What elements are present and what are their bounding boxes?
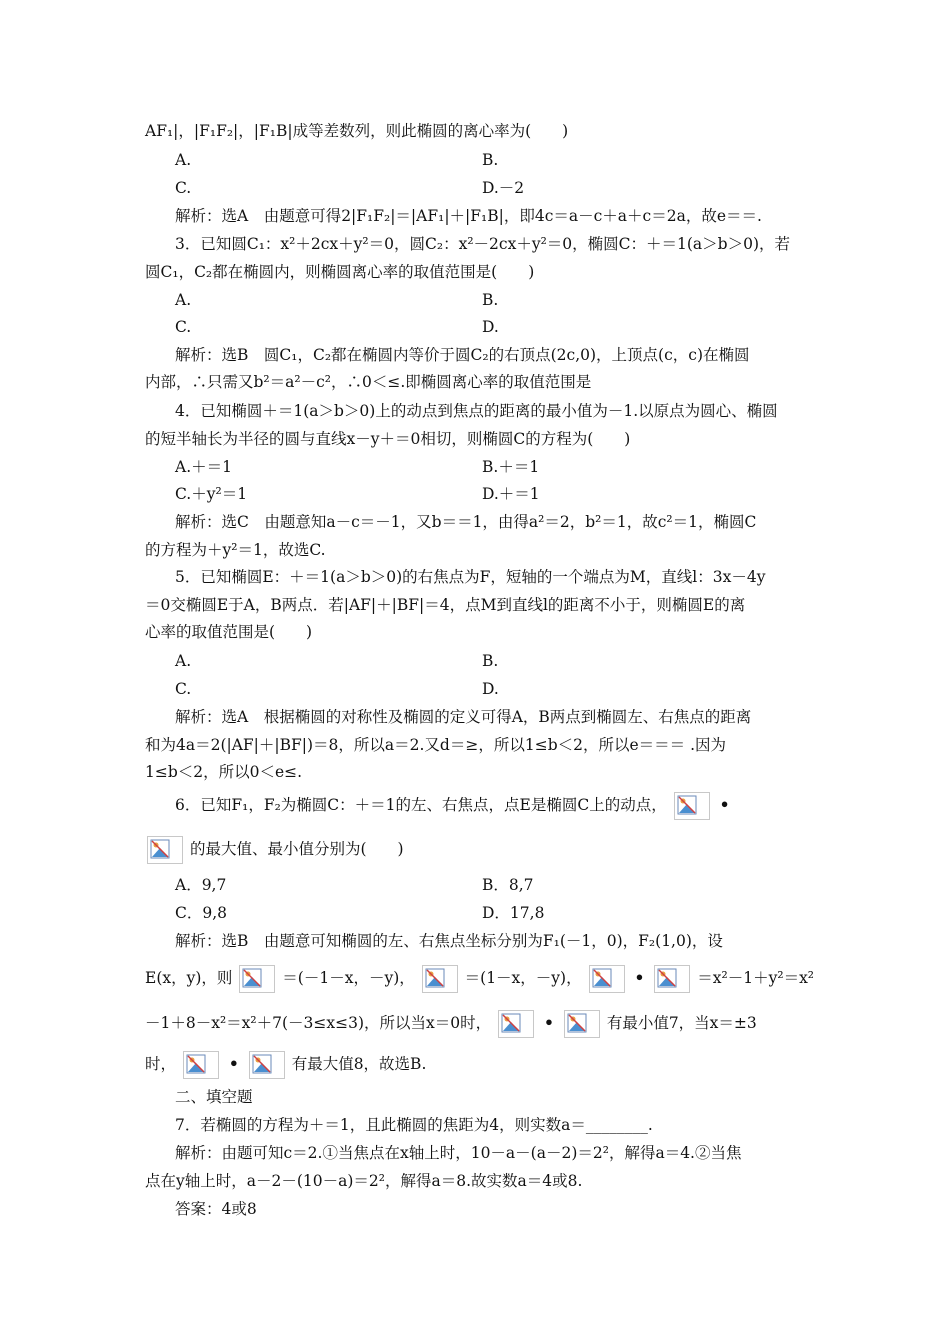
option-c: C. [175,318,192,336]
question-5: 5．已知椭圆E：＋＝1(a＞b＞0)的右焦点为F，短轴的一个端点为M，直线l：3x－4y [175,568,766,586]
broken-image-icon [147,836,183,864]
text-line: 圆C₁，C₂都在椭圆内，则椭圆离心率的取值范围是( ) [145,263,535,281]
option-b: B. [482,151,499,169]
broken-image-icon [422,965,458,993]
text-run: E(x，y)，则 [145,969,233,987]
broken-image-icon [239,965,275,993]
option-c: C.＋y²＝1 [175,485,248,503]
option-d: D. [482,680,499,698]
solution-line: 解析：选B 圆C₁，C₂都在椭圆内等价于圆C₂的右顶点(2c,0)，上顶点(c，c)在椭圆 [175,346,750,364]
broken-image-icon [183,1051,219,1079]
option-a: A. [175,652,192,670]
dot-operator: • [544,1013,554,1032]
option-c: C. [175,680,192,698]
answer-line: 答案：4或8 [175,1200,257,1218]
option-a: A. [175,151,192,169]
option-d: D.－2 [482,179,525,197]
text-line: AF₁|，|F₁F₂|，|F₁B|成等差数列，则此椭圆的离心率为( ) [145,122,569,140]
option-b: B．8,7 [482,876,534,894]
text-run: 时， [145,1055,177,1073]
text-line: 点在y轴上时，a－2－(10－a)＝2²，解得a＝8.故实数a＝4或8. [145,1172,583,1190]
solution-line: 解析：选C 由题意知a－c＝－1，又b＝＝1，由得a²＝2，b²＝1，故c²＝1，椭圆C [175,513,757,531]
text-line: 心率的取值范围是( ) [145,623,313,641]
text-run: 6．已知F₁，F₂为椭圆C：＋＝1的左、右焦点，点E是椭圆C上的动点， [175,796,667,814]
option-c: C. [175,179,192,197]
text-run: ＝(－1－x，－y)， [282,969,415,987]
dot-operator: • [228,1054,239,1073]
option-d: D．17,8 [482,904,545,922]
solution-line: 解析：选B 由题意可知椭圆的左、右焦点坐标分别为F₁(－1，0)，F₂(1,0)，设 [175,932,723,950]
text-run: ＝x²－1＋y²＝x² [697,969,815,987]
broken-image-icon [654,965,690,993]
option-c: C．9,8 [175,904,228,922]
broken-image-icon [674,792,710,820]
dot-operator: • [634,968,645,987]
broken-image-icon [564,1010,600,1038]
text-line [145,1010,757,1038]
broken-image-icon [589,965,625,993]
option-b: B.＋＝1 [482,458,540,476]
text-line: 的方程为＋y²＝1，故选C. [145,541,326,559]
text-line: 1≤b＜2，所以0＜e≤. [145,763,303,781]
text-run: 有最大值8，故选B. [291,1055,427,1073]
text-line: ＝0交椭圆E于A，B两点．若|AF|＋|BF|＝4，点M到直线l的距离不小于，则椭圆E的离 [145,596,746,614]
option-b: B. [482,652,499,670]
broken-image-icon [249,1051,285,1079]
question-3: 3．已知圆C₁：x²＋2cx＋y²＝0，圆C₂：x²－2cx＋y²＝0，椭圆C：＋＝1(a＞b＞0)，若 [175,235,790,253]
text-run: －1＋8－x²＝x²＋7(－3≤x≤3)，所以当x＝0时， [145,1014,492,1032]
broken-image-icon [498,1010,534,1038]
solution-line: 解析：选A 由题意可得2|F₁F₂|＝|AF₁|＋|F₁B|，即4c＝a－c＋a＋c＝2a，故e＝＝. [175,207,762,225]
text-run: 有最小值7，当x＝±3 [606,1014,757,1032]
option-a: A. [175,291,192,309]
option-d: D. [482,318,499,336]
text-line: 的短半轴长为半径的圆与直线x－y＋＝0相切，则椭圆C的方程为( ) [145,430,631,448]
text-line [145,1051,426,1079]
solution-line: 解析：选A 根据椭圆的对称性及椭圆的定义可得A，B两点到椭圆左、右焦点的距离 [175,708,752,726]
solution-line: 解析：由题可知c＝2.①当焦点在x轴上时，10－a－(a－2)＝2²，解得a＝4.②当焦 [175,1144,742,1162]
text-line [145,836,404,864]
option-b: B. [482,291,499,309]
text-run: 的最大值、最小值分别为( ) [189,840,404,858]
question-7: 7．若椭圆的方程为＋＝1，且此椭圆的焦距为4，则实数a＝________. [175,1116,653,1134]
text-run: ＝(1－x，－y)， [464,969,582,987]
option-d: D.＋＝1 [482,485,540,503]
dot-operator: • [719,795,730,814]
question-6 [175,792,733,820]
question-4: 4．已知椭圆＋＝1(a＞b＞0)上的动点到焦点的距离的最小值为－1.以原点为圆心、椭圆 [175,402,778,420]
option-a: A.＋＝1 [175,458,232,476]
text-line: 内部，∴只需又b²＝a²－c²，∴0＜≤.即椭圆离心率的取值范围是 [145,373,592,391]
text-line: 和为4a＝2(|AF|＋|BF|)＝8，所以a＝2.又d＝≥，所以1≤b＜2，所以e＝＝＝ .因为 [145,736,727,754]
section-heading: 二、填空题 [175,1088,253,1106]
option-a: A．9,7 [175,876,227,894]
text-line [145,965,814,993]
